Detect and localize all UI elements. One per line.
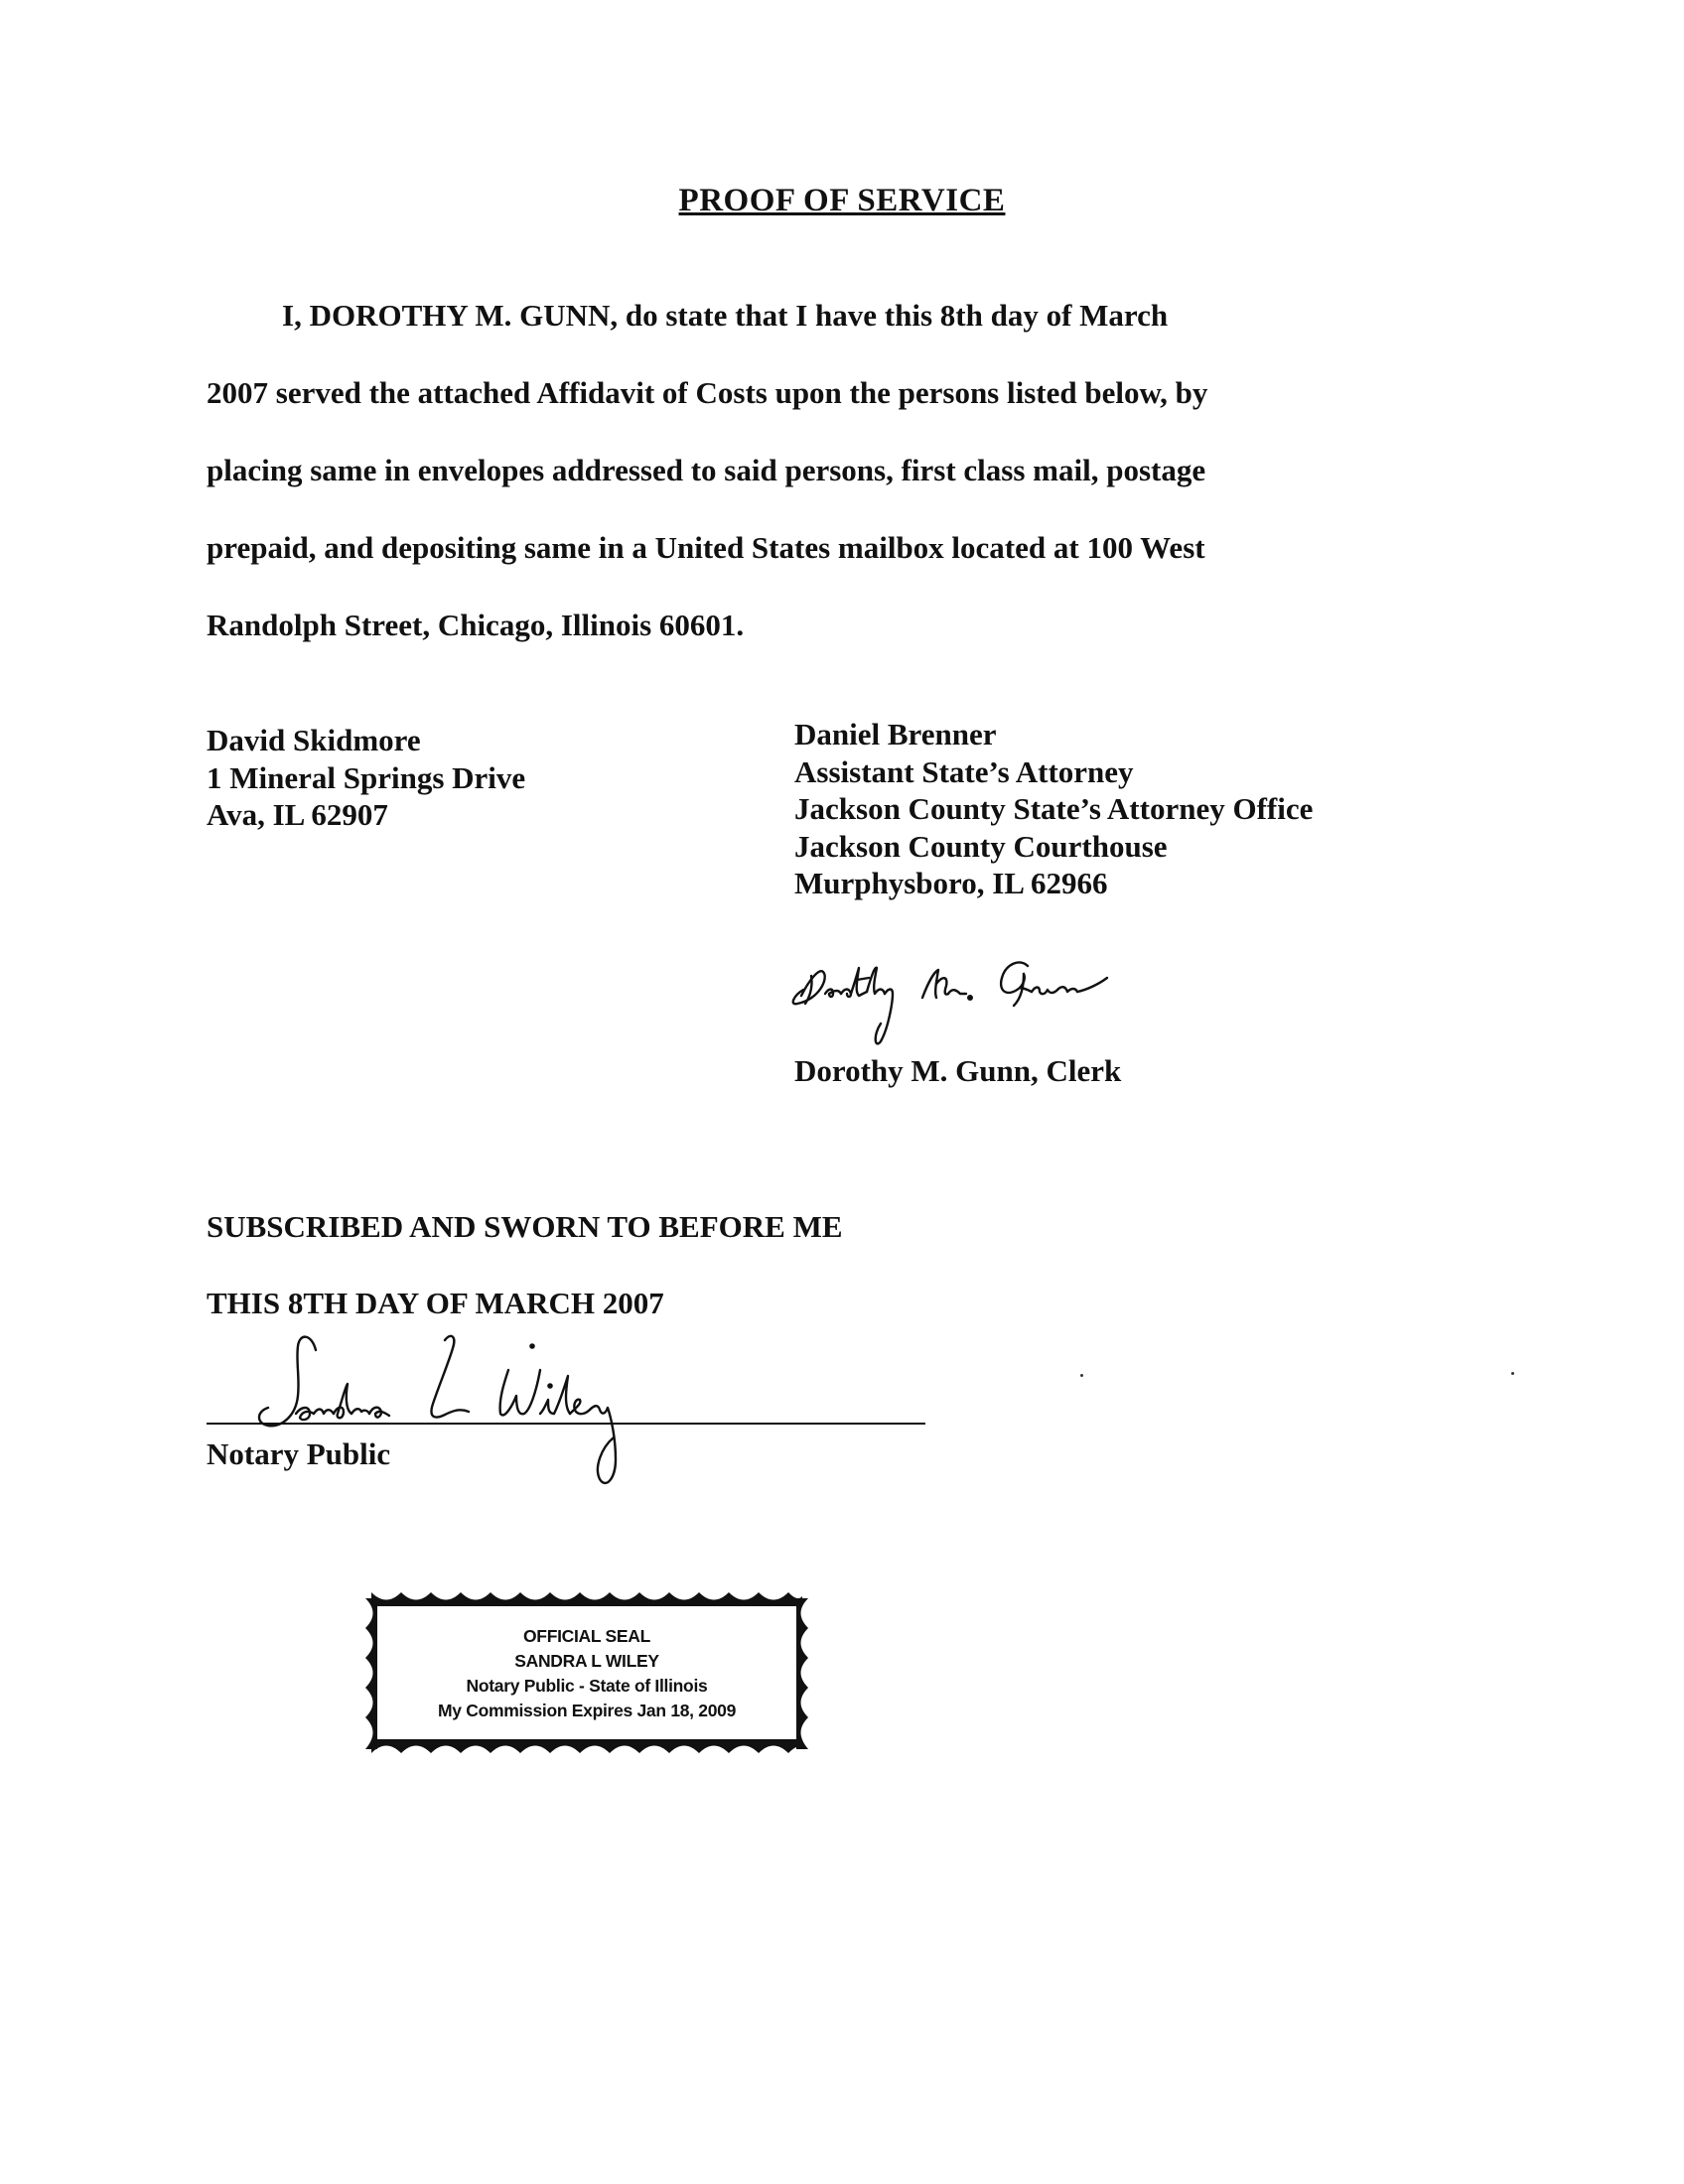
notary-public-label: Notary Public [207, 1436, 391, 1471]
document-title: PROOF OF SERVICE [678, 183, 1006, 218]
seal-line: OFFICIAL SEAL [523, 1626, 650, 1646]
official-seal-stamp [363, 1590, 810, 1755]
clerk-name-title: Dorothy M. Gunn, Clerk [794, 1053, 1122, 1088]
recipient-left-address [207, 722, 525, 834]
seal-line: My Commission Expires Jan 18, 2009 [437, 1701, 737, 1720]
address-line: Jackson County State’s Attorney Office [794, 791, 1314, 826]
seal-line: Notary Public - State of Illinois [466, 1676, 708, 1696]
stray-mark [1080, 1374, 1083, 1377]
address-line: Assistant State’s Attorney [794, 753, 1134, 789]
address-line: David Skidmore [207, 723, 421, 757]
address-line: Daniel Brenner [794, 717, 997, 751]
stray-mark [1511, 1372, 1514, 1375]
oath-line-2: THIS 8TH DAY OF MARCH 2007 [207, 1286, 664, 1320]
body-line: prepaid, and depositing same in a United States mailbox located at 100 West [207, 530, 1205, 565]
body-line: 2007 served the attached Affidavit of Costs upon the persons listed below, by [207, 375, 1208, 410]
notary-signature [238, 1330, 755, 1499]
body-line: placing same in envelopes addressed to said persons, first class mail, postage [207, 453, 1206, 487]
seal-text [363, 1624, 810, 1723]
address-line: Jackson County Courthouse [794, 828, 1168, 864]
clerk-signature [789, 938, 1147, 1047]
oath-line-1: SUBSCRIBED AND SWORN TO BEFORE ME [207, 1209, 843, 1244]
seal-line: SANDRA L WILEY [514, 1651, 659, 1671]
body-line: I, DOROTHY M. GUNN, do state that I have this 8th day of March [282, 298, 1169, 333]
body-line: Randolph Street, Chicago, Illinois 60601. [207, 608, 745, 642]
address-line: 1 Mineral Springs Drive [207, 759, 526, 795]
address-line: Ava, IL 62907 [207, 797, 388, 832]
recipient-right-address [794, 716, 1313, 902]
address-line: Murphysboro, IL 62966 [794, 866, 1108, 900]
